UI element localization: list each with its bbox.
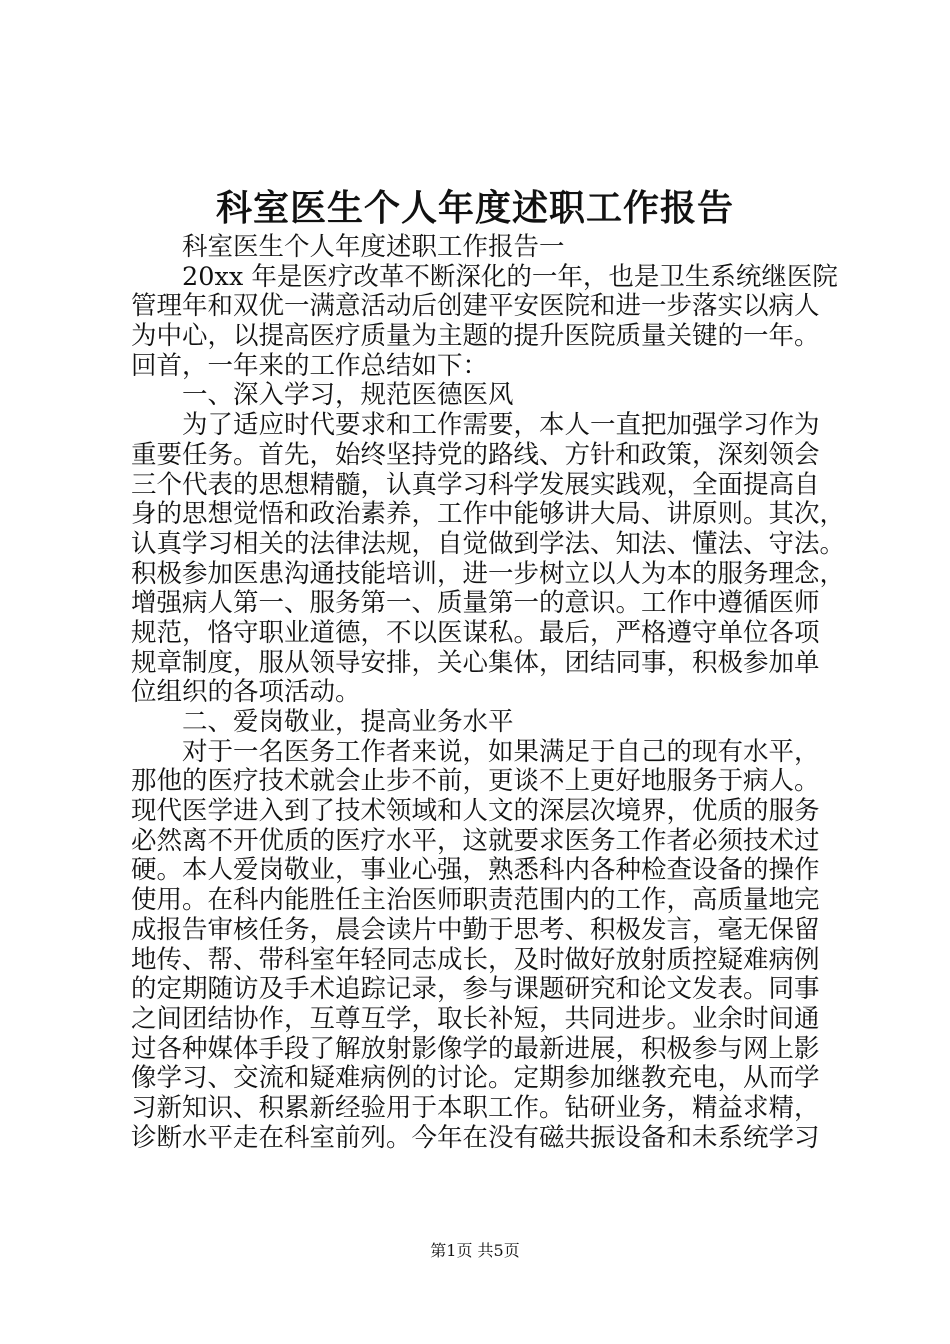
paragraph-line: 身的思想觉悟和政治素养，工作中能够讲大局、讲原则。其次，	[131, 499, 846, 530]
paragraph-line: 像学习、交流和疑难病例的讨论。定期参加继教充电，从而学	[131, 1063, 820, 1094]
paragraph-line: 重要任务。首先，始终坚持党的路线、方针和政策，深刻领会	[131, 439, 820, 470]
paragraph-line: 三个代表的思想精髓，认真学习科学发展实践观，全面提高自	[131, 469, 820, 500]
paragraph-line: 那他的医疗技术就会止步不前，更谈不上更好地服务于病人。	[131, 766, 820, 797]
document-title: 科室医生个人年度述职工作报告	[215, 187, 734, 229]
paragraph-line: 对于一名医务工作者来说，如果满足于自己的现有水平，	[182, 736, 820, 767]
paragraph-line: 为中心，以提高医疗质量为主题的提升医院质量关键的一年。	[131, 321, 820, 352]
paragraph-line: 积极参加医患沟通技能培训，进一步树立以人为本的服务理念，	[131, 558, 846, 589]
paragraph-line: 成报告审核任务，晨会读片中勤于思考、积极发言，毫无保留	[131, 914, 820, 945]
paragraph-line: 过各种媒体手段了解放射影像学的最新进展，积极参与网上影	[131, 1033, 820, 1064]
page-footer: 第1页 共5页	[430, 1241, 520, 1260]
paragraph-line: 地传、帮、带科室年轻同志成长，及时做好放射质控疑难病例	[131, 944, 820, 975]
paragraph-line: 为了适应时代要求和工作需要，本人一直把加强学习作为	[182, 410, 820, 441]
paragraph-line: 位组织的各项活动。	[131, 677, 361, 708]
paragraph-line: 增强病人第一、服务第一、质量第一的意识。工作中遵循医师	[131, 588, 820, 619]
paragraph-line: 必然离不开优质的医疗水平，这就要求医务工作者必须技术过	[131, 825, 820, 856]
paragraph-line: 20xx 年是医疗改革不断深化的一年，也是卫生系统继医院	[182, 261, 838, 292]
paragraph-line: 现代医学进入到了技术领域和人文的深层次境界，优质的服务	[131, 796, 820, 827]
paragraph-line: 认真学习相关的法律法规，自觉做到学法、知法、懂法、守法。	[131, 528, 846, 559]
section-heading: 一、深入学习，规范医德医风	[182, 380, 514, 411]
paragraph-line: 使用。在科内能胜任主治医师职责范围内的工作，高质量地完	[131, 885, 820, 916]
paragraph-line: 回首，一年来的工作总结如下：	[131, 350, 489, 381]
paragraph-line: 诊断水平走在科室前列。今年在没有磁共振设备和未系统学习	[131, 1122, 820, 1153]
paragraph-line: 管理年和双优一满意活动后创建平安医院和进一步落实以病人	[131, 291, 820, 322]
paragraph-line: 之间团结协作，互尊互学，取长补短，共同进步。业余时间通	[131, 1003, 820, 1034]
paragraph-line: 习新知识、积累新经验用于本职工作。钻研业务，精益求精，	[131, 1092, 820, 1123]
paragraph-line: 硬。本人爱岗敬业，事业心强，熟悉科内各种检查设备的操作	[131, 855, 820, 886]
document-body	[131, 232, 846, 1153]
subtitle-line: 科室医生个人年度述职工作报告一	[182, 232, 565, 262]
paragraph-line: 规范，恪守职业道德，不以医谋私。最后，严格遵守单位各项	[131, 617, 820, 648]
paragraph-line: 规章制度，服从领导安排，关心集体，团结同事，积极参加单	[131, 647, 820, 678]
section-heading: 二、爱岗敬业，提高业务水平	[182, 707, 514, 737]
paragraph-line: 的定期随访及手术追踪记录，参与课题研究和论文发表。同事	[131, 974, 820, 1005]
